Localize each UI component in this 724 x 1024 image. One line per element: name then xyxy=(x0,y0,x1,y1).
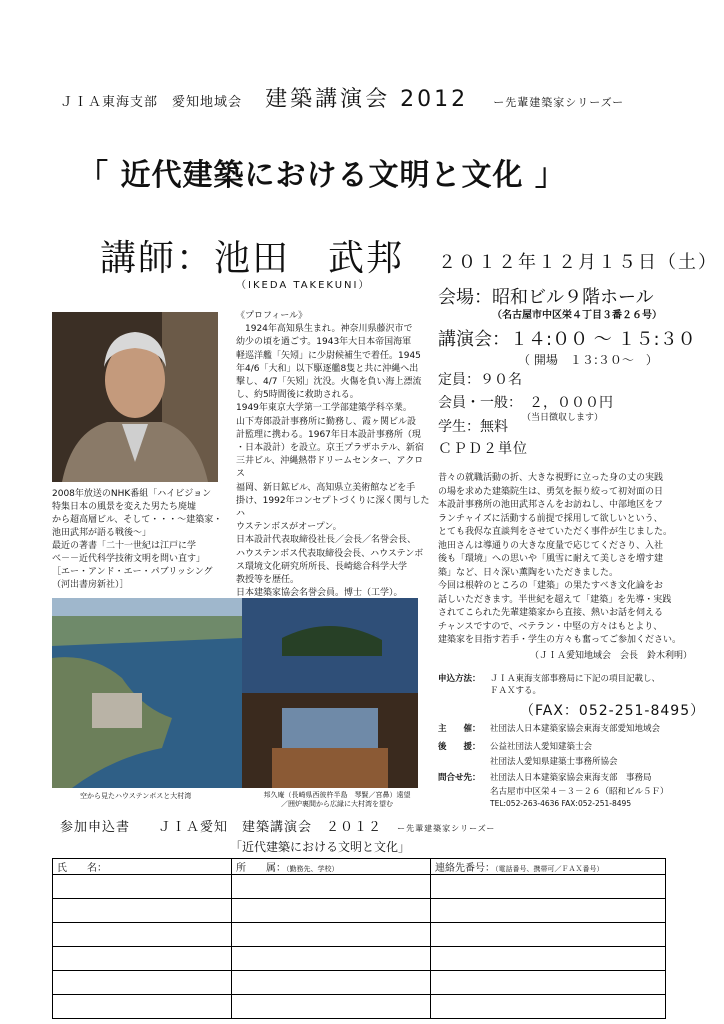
affiliation-label: 所 属： xyxy=(236,863,286,874)
affiliation-cell[interactable] xyxy=(232,995,431,1019)
main-title: 「 近代建築における文明と文化 」 xyxy=(78,158,566,193)
lecturer-photo xyxy=(52,312,218,482)
contact-label: 問合せ先： xyxy=(438,773,481,783)
form-series: ー先輩建築家シリーズー xyxy=(397,824,496,833)
contact-phone: TEL:052-263-4636 FAX:052-251-8495 xyxy=(490,799,632,808)
sea-view-caption: 邦久庵（長崎県西彼杵半島 琴賢／宮鼻）遠望 ／囲炉裏間から広縁に大村湾を望む xyxy=(263,791,411,808)
application-method xyxy=(438,672,660,696)
name-cell[interactable] xyxy=(53,995,232,1019)
registration-form-table xyxy=(52,858,666,1019)
form-entry-row xyxy=(53,899,666,923)
supporter-2: 社団法人愛知県建築士事務所協会 xyxy=(490,757,618,767)
organizer-name: 社団法人日本建築家協会東海支部愛知地域会 xyxy=(490,724,661,734)
name-cell[interactable] xyxy=(53,875,232,899)
affiliation-column-header xyxy=(232,859,431,875)
name-column-header xyxy=(53,859,232,875)
event-venue: 会場：昭和ビル９階ホール xyxy=(438,287,654,308)
host-message: 昔々の就職活動の折、大きな視野に立った身の丈の実践 の場を求めた建築院生は、勇気を振り絞って初対面の日 本設計事務所の池田武邦さんをお訪ねし、中部地区をフ ランチャイズに活動する前提で採用して欲しいという、 とても我侭な直談判をさせていただく事件が生じました。 池田さんは導通りの大きな度量で応じてくださり、入社 後も「環境」への思いや「風雪に耐えて美しさを増す建 築」など、日々深い薫陶をいただきました。 今回は根幹のところの「建築」の果たすべき文化論をお 話しいただきます。半世紀を超えて「建築」を先導・実践 されてこられた先輩建築家から直接、熱いお話を伺える チャンスですので、ベテラン・中堅の方々はもとより、 建築家を目指す若手・学生の方々も奮ってご参加ください。 xyxy=(438,473,682,645)
supporter-1: 公益社団法人愛知建築士会 xyxy=(490,742,593,752)
contact-cell[interactable] xyxy=(431,971,666,995)
form-title: 「近代建築における文明と文化」 xyxy=(230,840,411,854)
contact xyxy=(438,771,652,783)
lecturer-profile: 《プロフィール》 1924年高知県生まれ。神奈川県藤沢市で 幼少の頃を過ごす。1943年大日本帝国海軍 軽巡洋艦「矢矧」に少尉候補生で着任。1945 年4/6「大和」以下駆逐艦8隻と共に沖縄へ出 撃し、4/7「矢矧」沈没。火傷を負い海上漂流 し、約5時間後に救助される。 1949年東京大学第一工学部建築学科卒業。 山下寿郎設計事務所に勤務し、霞ヶ関ビル設 計監理に携わる。1967年日本設計事務所（現 ・日本設計）を設立。京王プラザホテル、新宿 三井ビル、沖縄熱帯ドリームセンター、アクロス 福岡、新日鉱ビル、高知県立美術館などを手 掛け、1992年コンセプトづくりに深く関与したハ ウステンボスがオープン。 日本設計代表取締役社長／会長／名誉会長、 ハウステンボス代表取締役会長、ハウステンボ ス環境文化研究所所長、長崎総合科学大学 教授等を歴任。 日本建築家協会名誉会員。博士（工学）。 xyxy=(236,311,430,599)
supporter xyxy=(438,740,592,752)
org-name: ＪＩＡ東海支部 愛知地域会 xyxy=(60,95,243,110)
photo-caption: 2008年放送のNHK番組「ハイビジョン 特集日本の風景を変えた男たち廃墟 から超高層ビル、そして・・・～建築家・ 池田武邦が語る戦後～」 最近の著書「二十一世紀は江戸に学 べ－－近代科学技術文明を問い直す」 ［エー・アンド・エー・パブリッシング （河出書房新社）］ xyxy=(52,489,223,590)
contact-cell[interactable] xyxy=(431,875,666,899)
affiliation-cell[interactable] xyxy=(232,899,431,923)
fax-number: （FAX：052-251-8495） xyxy=(520,703,706,719)
name-cell[interactable] xyxy=(53,971,232,995)
event-name: 建築講演会 2012 xyxy=(265,87,469,112)
form-heading xyxy=(60,816,495,835)
contact-column-header xyxy=(431,859,666,875)
cpd-credits: ＣＰＤ２単位 xyxy=(438,441,528,457)
contact-org: 社団法人日本建築家協会東海支部 事務局 xyxy=(490,773,652,783)
contact-cell[interactable] xyxy=(431,923,666,947)
form-heading-text: 参加申込書 ＪＩＡ愛知 建築講演会 ２０１２ xyxy=(60,820,383,835)
contact-number-hint: （電話番号、携帯可／ＦＡＸ番号） xyxy=(495,865,604,873)
affiliation-cell[interactable] xyxy=(232,875,431,899)
organizer xyxy=(438,722,660,734)
aerial-caption: 空から見たハウステンボスと大村湾 xyxy=(80,792,192,800)
event-header xyxy=(60,82,624,113)
series-name: ー先輩建築家シリーズー xyxy=(493,96,625,109)
fee: 会員・一般： ２，０００円 xyxy=(438,395,613,411)
organizer-label: 主 催： xyxy=(438,724,481,734)
sea-view-photo xyxy=(242,598,418,788)
contact-cell[interactable] xyxy=(431,899,666,923)
contact-cell[interactable] xyxy=(431,995,666,1019)
lecturer-roman-name: （IKEDA TAKEKUNI） xyxy=(236,280,371,291)
form-entry-row xyxy=(53,923,666,947)
form-header-row xyxy=(53,859,666,875)
aerial-photo xyxy=(52,598,242,788)
name-cell[interactable] xyxy=(53,899,232,923)
name-label: 氏 名： xyxy=(57,863,107,874)
door-open-time: （ 開場 １３:３０～ ） xyxy=(518,353,658,367)
fee-note: （当日徴収します） xyxy=(522,413,604,423)
message-signature: （ＪＩＡ愛知地域会 会長 鈴木利明） xyxy=(530,651,693,661)
affiliation-hint: （勤務先、学校） xyxy=(286,865,339,873)
form-entry-row xyxy=(53,947,666,971)
lecturer-name: 講師：池田 武邦 xyxy=(100,238,405,279)
venue-address: （名古屋市中区栄４丁目３番２６号） xyxy=(492,310,662,321)
contact-number-label: 連絡先番号： xyxy=(435,863,495,874)
contact-cell[interactable] xyxy=(431,947,666,971)
application-method-label: 申込方法： xyxy=(438,674,481,684)
application-method-text: ＪＩＡ東海支部事務局に下記の項目記載し、 ＦＡＸする。 xyxy=(490,674,661,696)
name-cell[interactable] xyxy=(53,923,232,947)
name-cell[interactable] xyxy=(53,947,232,971)
student-fee: 学生：無料 xyxy=(438,419,508,435)
capacity: 定員：９０名 xyxy=(438,372,522,388)
form-entry-row xyxy=(53,971,666,995)
event-time: 講演会：１４:００ ～ １５:３０ xyxy=(438,329,696,350)
affiliation-cell[interactable] xyxy=(232,947,431,971)
event-date: ２０１２年１２月１５日（土） xyxy=(438,252,718,273)
contact-address: 名古屋市中区栄４－３－２６（昭和ビル５Ｆ） xyxy=(490,787,669,797)
affiliation-cell[interactable] xyxy=(232,923,431,947)
supporter-label: 後 援： xyxy=(438,742,481,752)
form-entry-row xyxy=(53,995,666,1019)
affiliation-cell[interactable] xyxy=(232,971,431,995)
form-entry-row xyxy=(53,875,666,899)
